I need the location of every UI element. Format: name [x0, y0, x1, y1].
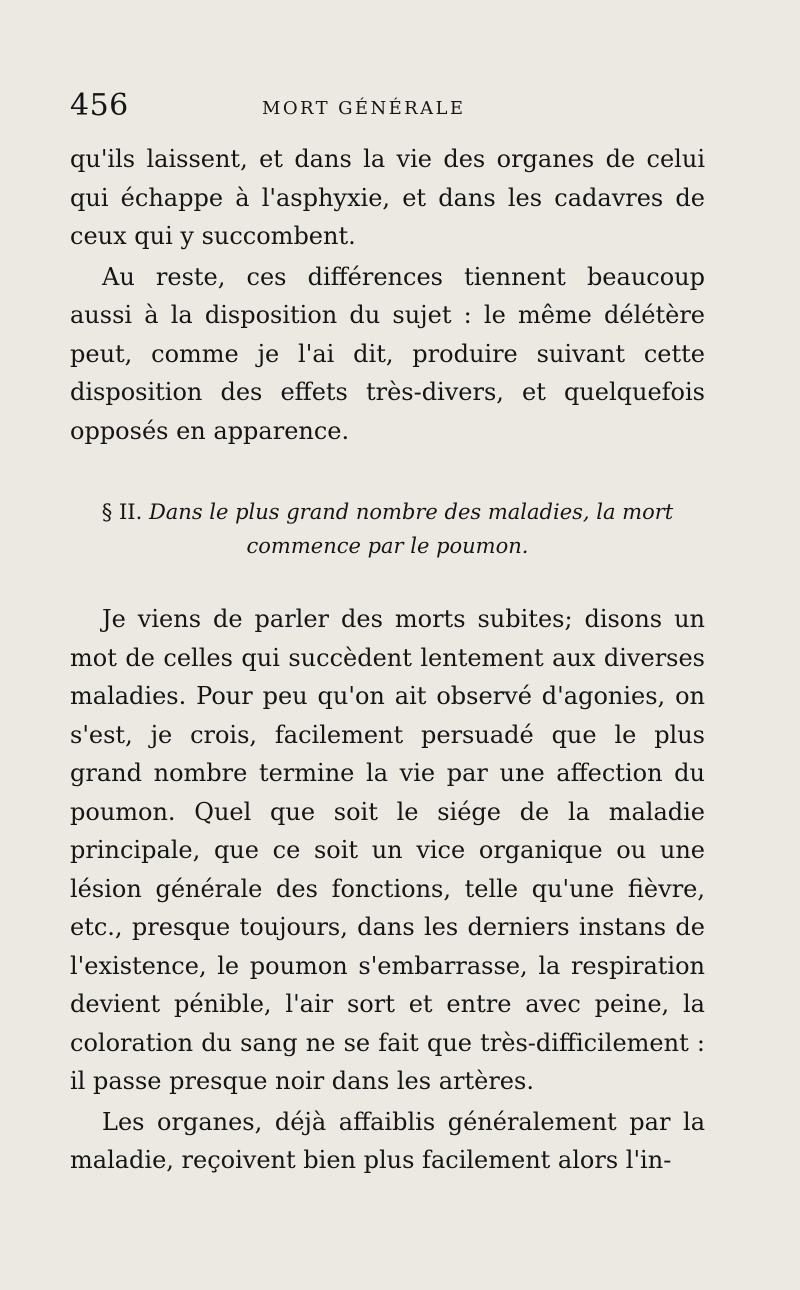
page-number: 456 — [70, 88, 129, 123]
section-title: Dans le plus grand nombre des maladies, la mort commence par le poumon. — [148, 500, 674, 558]
paragraph-4: Les organes, déjà affaiblis généralement par la maladie, reçoivent bien plus facilement alors l'in- — [70, 1107, 705, 1174]
page-body — [70, 140, 705, 1180]
running-head: MORT GÉNÉRALE — [262, 98, 466, 119]
paragraph-1: qu'ils laissent, et dans la vie des organes de celui qui échappe à l'asphyxie, et dans les cadavres de ceux qui y succombent. — [70, 145, 705, 250]
section-heading — [70, 495, 705, 563]
section-mark: § II. — [101, 500, 143, 524]
paragraph-2: Au reste, ces différences tiennent beaucoup aussi à la disposition du sujet : le même délétère peut, comme je l'ai dit, produire suivant cette disposition des effets très-divers, et quelquefois opposés en apparence. — [70, 262, 705, 445]
page-header — [70, 88, 710, 128]
paragraph-3: Je viens de parler des morts subites; disons un mot de celles qui succèdent lentement aux diverses maladies. Pour peu qu'on ait observé d'agonies, on s'est, je crois, facilement persuadé que le plus grand nombre termine la vie par une affection du poumon. Quel que soit le siége de la maladie principale, que ce soit un vice organique ou une lésion générale des fonctions, telle qu'une fièvre, etc., presque toujours, dans les derniers instans de l'existence, le poumon s'embarrasse, la respiration devient pénible, l'air sort et entre avec peine, la coloration du sang ne se fait que très-difficilement : il passe presque noir dans les artères. — [70, 605, 705, 1095]
